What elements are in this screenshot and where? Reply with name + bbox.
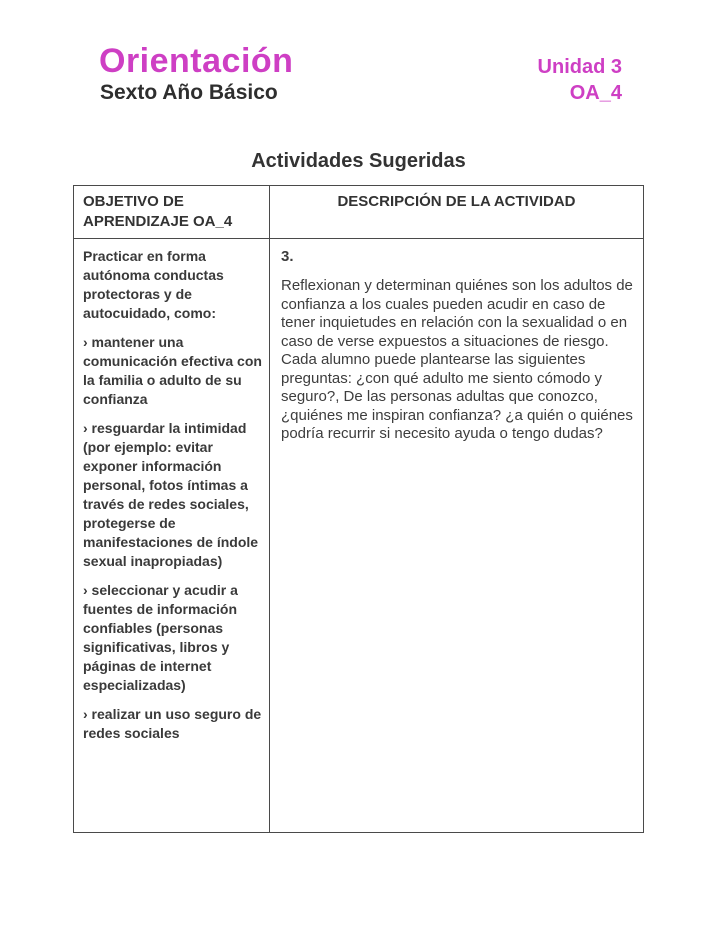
objective-bullet: › realizar un uso seguro de redes sociales [83,706,262,741]
col-header-objective: OBJETIVO DE APRENDIZAJE OA_4 [74,186,270,239]
col-header-description: DESCRIPCIÓN DE LA ACTIVIDAD [270,186,644,239]
activities-table [73,185,644,833]
objective-cell [74,239,270,833]
objective-bullet: › seleccionar y acudir a fuentes de información confiables (personas significativas, libros y páginas de internet especializadas) [83,582,238,693]
unit-label: Unidad 3 [537,56,622,78]
oa-code-label: OA_4 [569,82,622,104]
table-header-row [74,186,644,239]
table-body-row [74,239,644,833]
section-title: Actividades Sugeridas [251,150,466,172]
objective-bullet: › mantener una comunicación efectiva con la familia o adulto de su confianza [83,334,262,407]
activity-description: Reflexionan y determinan quiénes son los adultos de confianza a los cuales pueden acudir en caso de tener inquietudes en relación con la sexualidad o en caso de verse expuestos a situaciones de riesgo. Cada alumno puede plantearse las siguientes preguntas: ¿con qué adulto me siento cómodo y seguro?, De las personas adultas que conozco, ¿quiénes me inspiran confianza? ¿a quién o quiénes podría recurrir si necesito ayuda o tengo dudas? [281,277,633,442]
page-title: Orientación [99,42,294,80]
activity-number: 3. [281,248,294,265]
objective-intro: Practicar en forma autónoma conductas protectoras y de autocuidado, como: [83,248,224,321]
activity-cell [270,239,644,833]
page-subtitle: Sexto Año Básico [100,81,278,104]
unit-block [538,54,622,106]
objective-bullet: › resguardar la intimidad (por ejemplo: evitar exponer información personal, fotos íntimas a través de redes sociales, protegerse de manifestaciones de índole sexual inapropiadas) [83,420,259,569]
